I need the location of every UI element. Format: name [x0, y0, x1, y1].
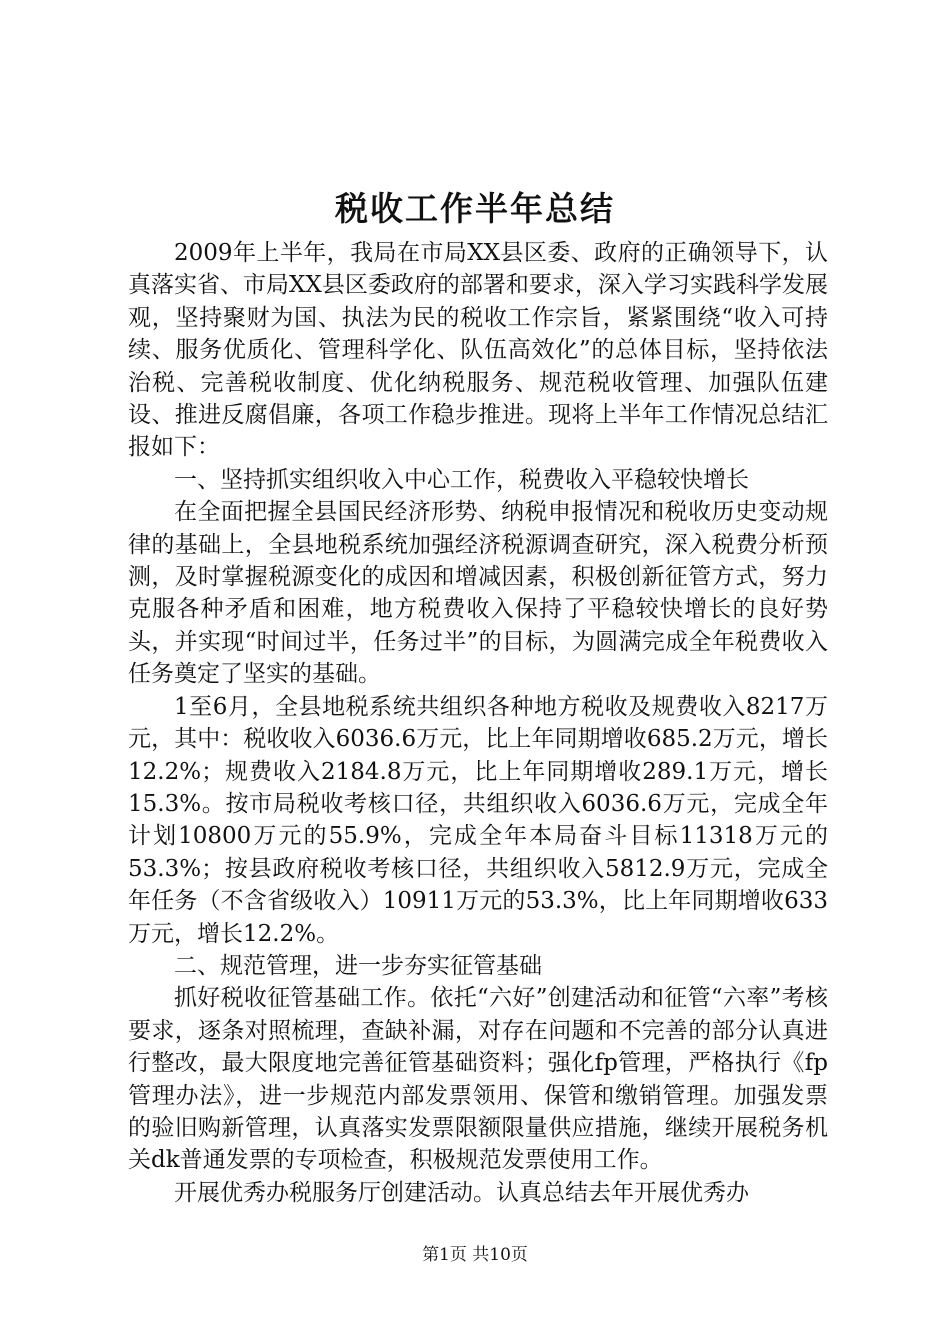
section-heading-1: 一、坚持抓实组织收入中心工作，税费收入平稳较快增长: [174, 466, 749, 493]
document-title: 税收工作半年总结: [335, 189, 615, 228]
paragraph-section-2: 抓好税收征管基础工作。依托“六好”创建活动和征管“六率”考核要求，逐条对照梳理，查缺补漏，对存在问题和不完善的部分认真进行整改，最大限度地完善征管基础资料；强化fp管理，严格执行《fp管理办法》，进一步规范内部发票领用、保管和缴销管理。加强发票的验旧购新管理，认真落实发票限额限量供应措施，继续开展税务机关dk普通发票的专项检查，积极规范发票使用工作。: [128, 985, 828, 1174]
paragraph-intro: 2009年上半年，我局在市局XX县区委、政府的正确领导下，认真落实省、市局XX县区委政府的部署和要求，深入学习实践科学发展观，坚持聚财为国、执法为民的税收工作宗旨，紧紧围绕“收入可持续、服务优质化、管理科学化、队伍高效化”的总体目标，坚持依法治税、完善税收制度、优化纳税服务、规范税收管理、加强队伍建设、推进反腐倡廉，各项工作稳步推进。现将上半年工作情况总结汇报如下：: [128, 240, 828, 461]
paragraph-service-hall: 开展优秀办税服务厅创建活动。认真总结去年开展优秀办: [174, 1179, 749, 1206]
page-number-footer: 第1页 共10页: [422, 1245, 528, 1265]
paragraph-section-1: 在全面把握全县国民经济形势、纳税申报情况和税收历史变动规律的基础上，全县地税系统加强经济税源调查研究，深入税费分析预测，及时掌握税源变化的成因和增减因素，积极创新征管方式，努力克服各种矛盾和困难，地方税费收入保持了平稳较快增长的良好势头，并实现“时间过半，任务过半”的目标，为圆满完成全年税费收入任务奠定了坚实的基础。: [128, 499, 828, 688]
section-heading-2: 二、规范管理，进一步夯实征管基础: [174, 952, 542, 979]
paragraph-revenue-figures: 1至6月，全县地税系统共组织各种地方税收及规费收入8217万元，其中：税收收入6036.6万元，比上年同期增收685.2万元，增长12.2%；规费收入2184.8万元，比上年同期增收289.1万元，增长15.3%。按市局税收考核口径，共组织收入6036.6万元，完成全年计划10800万元的55.9%，完成全年本局奋斗目标11318万元的53.3%；按县政府税收考核口径，共组织收入5812.9万元，完成全年任务（不含省级收入）10911万元的53.3%，比上年同期增收633万元，增长12.2%。: [128, 693, 828, 947]
document-body: [128, 237, 828, 1209]
